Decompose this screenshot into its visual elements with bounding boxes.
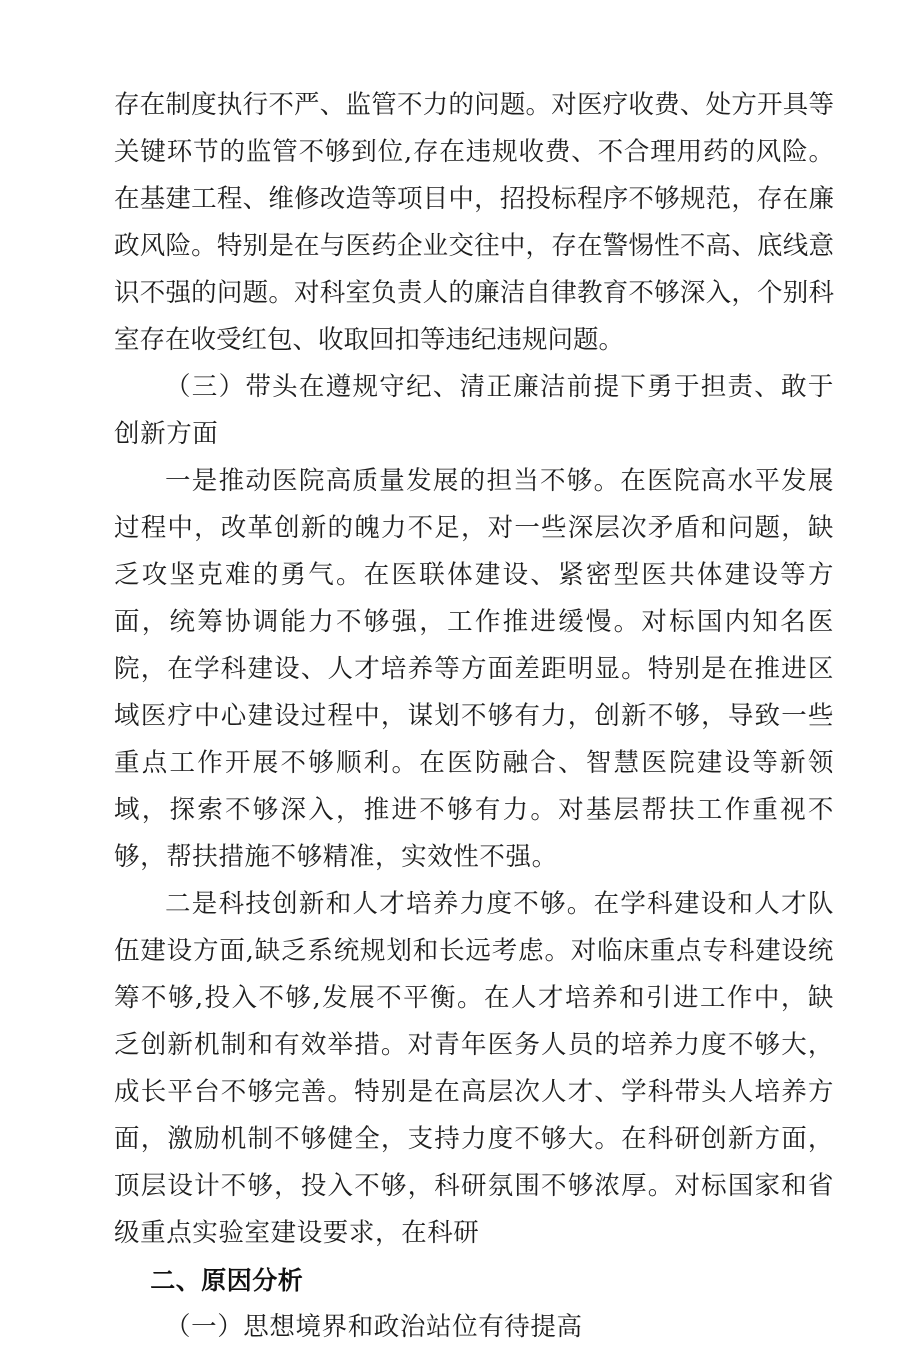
paragraph-point-two: 二是科技创新和人才培养力度不够。在学科建设和人才队伍建设方面,缺乏系统规划和长远考虑。对临床重点专科建设统筹不够,投入不够,发展不平衡。在人才培养和引进工作中，缺乏创新机制和有效举措。对青年医务人员的培养力度不够大，成长平台不够完善。特别是在高层次人才、学科带头人培养方面，激励机制不够健全，支持力度不够大。在科研创新方面，顶层设计不够，投入不够，科研氛围不够浓厚。对标国家和省级重点实验室建设要求，在科研: [114, 889, 834, 1248]
heading-section-three: （三）带头在遵规守纪、清正廉洁前提下勇于担责、敢于创新方面: [114, 372, 834, 449]
document-text-column: [114, 82, 834, 1351]
heading-cause-item-one: （一）思想境界和政治站位有待提高: [165, 1312, 583, 1342]
paragraph-supervision-issues: 存在制度执行不严、监管不力的问题。对医疗收费、处方开具等关键环节的监管不够到位,存在违规收费、不合理用药的风险。在基建工程、维修改造等项目中，招投标程序不够规范，存在廉政风险。特别是在与医药企业交往中，存在警惕性不高、底线意识不强的问题。对科室负责人的廉洁自律教育不够深入，个别科室存在收受红包、收取回扣等违纪违规问题。: [114, 90, 834, 355]
paragraph-point-one: 一是推动医院高质量发展的担当不够。在医院高水平发展过程中，改革创新的魄力不足，对一些深层次矛盾和问题，缺乏攻坚克难的勇气。在医联体建设、紧密型医共体建设等方面，统筹协调能力不够强，工作推进缓慢。对标国内知名医院，在学科建设、人才培养等方面差距明显。特别是在推进区域医疗中心建设过程中，谋划不够有力，创新不够，导致一些重点工作开展不够顺利。在医防融合、智慧医院建设等新领域，探索不够深入，推进不够有力。对基层帮扶工作重视不够，帮扶措施不够精准，实效性不强。: [114, 466, 834, 872]
heading-cause-analysis: 二、原因分析: [150, 1266, 304, 1295]
